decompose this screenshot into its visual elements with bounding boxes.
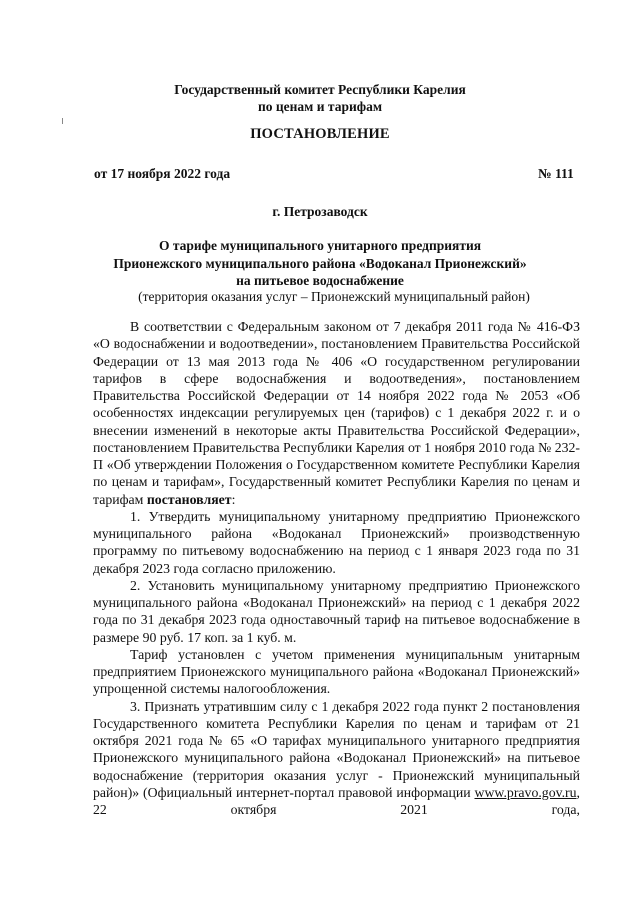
document-body bbox=[93, 318, 580, 818]
city: г. Петрозаводск bbox=[272, 204, 368, 219]
preamble-text: В соответствии с Федеральным законом от 7 декабря 2011 года № 416-ФЗ «О водоснабжении и водоотведении», постановлением Правительства Российской Федерации от 13 мая 2013 года № 406 «О государственном регулировании тарифов в сфере водоснабжения и водоотведения», постановлением Правительства Российской Федерации от 14 ноября 2022 года № 2053 «Об особенностях индексации регулируемых цен (тарифов) с 1 декабря 2022 г. и о внесении изменений в некоторые акты Правительства Российской Федерации», постановлением Правительства Республики Карелия от 1 ноября 2010 года № 232-П «Об утверждении Положения о Государственном комитете Республики Карелия по ценам и тарифам», Государственный комитет Республики Карелия по ценам и тарифам bbox=[93, 319, 580, 507]
document-number: № 111 bbox=[538, 166, 574, 181]
pravo-portal-link[interactable]: www.pravo.gov.ru bbox=[474, 784, 577, 800]
preamble-paragraph bbox=[93, 318, 580, 508]
document-type: ПОСТАНОВЛЕНИЕ bbox=[250, 126, 390, 142]
issuer-header bbox=[0, 81, 640, 115]
issuer-line-2: по ценам и тарифам bbox=[257, 99, 383, 114]
document-date: от 17 ноября 2022 года bbox=[94, 166, 231, 181]
preamble-colon: : bbox=[231, 491, 236, 507]
clause-3-tail: , 22 октября 2021 года, bbox=[93, 784, 580, 817]
subject-scope: (территория оказания услуг – Прионежский муниципальный район) bbox=[138, 289, 530, 304]
resolution-keyword: постановляет bbox=[146, 491, 232, 507]
scan-mark bbox=[62, 118, 63, 124]
issuer-line-1: Государственный комитет Республики Карелия bbox=[174, 82, 466, 97]
document-subject bbox=[0, 237, 640, 290]
clause-2: 2. Установить муниципальному унитарному предприятию Прионежского муниципального района «Водоканал Прионежский» на период с 1 декабря 2022 года по 31 декабря 2023 года одноставочный тариф на питьевое водоснабжение в размере 90 руб. 17 коп. за 1 куб. м. bbox=[93, 577, 580, 645]
clause-3 bbox=[93, 698, 580, 819]
subject-line-2: Прионежского муниципального района «Водоканал Прионежский» bbox=[113, 255, 527, 271]
clause-3-text: 3. Признать утратившим силу с 1 декабря 2022 года пункт 2 постановления Государственного комитета Республики Карелия по ценам и тарифам от 21 октября 2021 года № 65 «О тарифах муниципального унитарного предприятия Прионежского муниципального района «Водоканал Прионежский» на питьевое водоснабжение (территория оказания услуг - Прионежский муниципальный район)» (Официальный интернет-портал правовой информации bbox=[93, 698, 580, 800]
subject-line-3: на питьевое водоснабжение bbox=[236, 273, 404, 288]
clause-1: 1. Утвердить муниципальному унитарному предприятию Прионежского муниципального района «Водоканал Прионежский» производственную программу по питьевому водоснабжению на период с 1 января 2023 года по 31 декабря 2023 года согласно приложению. bbox=[93, 508, 580, 576]
tariff-note: Тариф установлен с учетом применения муниципальным унитарным предприятием Прионежского муниципального района «Водоканал Прионежский» упрощенной системы налогообложения. bbox=[93, 646, 580, 697]
subject-line-1: О тарифе муниципального унитарного предприятия bbox=[158, 238, 482, 253]
